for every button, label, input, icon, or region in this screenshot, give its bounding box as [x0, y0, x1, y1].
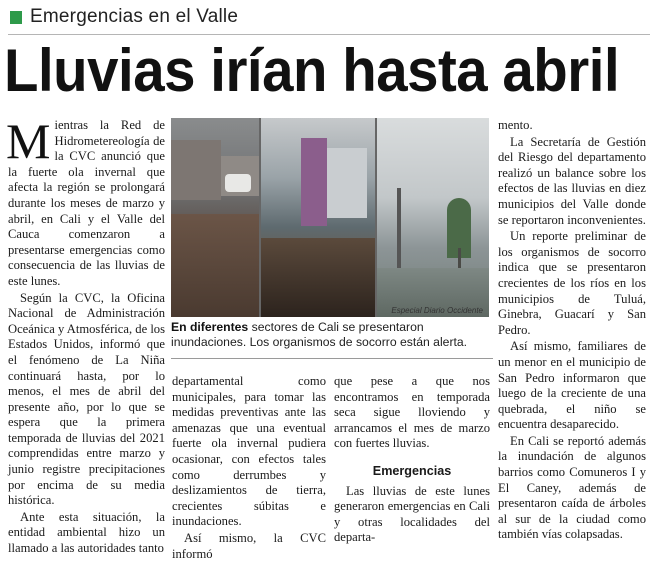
headline: Lluvias irían hasta abril — [4, 37, 620, 104]
article-paragraph: En Cali se reportó además la inundación de algunos barrios como Comuneros I y El Caney, además de presentaron caída de árboles al sur de la ciudad como también vías colapsadas. — [498, 433, 646, 542]
caption-divider — [171, 358, 493, 359]
photo-caption — [171, 320, 493, 350]
article-paragraph: mento. — [498, 118, 533, 132]
section-square-icon — [10, 11, 22, 24]
article-paragraph: Las lluvias de este lunes generaron emergencias en Cali y otras localidades del departa- — [334, 483, 490, 545]
article-column-2 — [172, 374, 326, 563]
article-paragraph: Así mismo, la CVC informó — [172, 530, 326, 561]
caption-lead: En diferentes — [171, 320, 249, 334]
section-label: Emergencias en el Valle — [30, 6, 239, 27]
article-paragraph: Según la CVC, la Oficina Nacional de Administración Oceánica y Atmosférica, de los Estados Unidos, informó que el fenómeno de La Niña continuará hasta, por lo menos, el mes de abril del presente año, por lo que se espera que la primera temporada de lluvias del 2021 comprendidas entre marzo y junio registre precipitaciones por encima de su media histórica. — [8, 290, 166, 508]
paragraph-text: ientras la Red de Hidrometereología de la CVC anunció que la fuerte ola invernal que afecta la región se prolongará durante los meses de marzo y abril, en Cali y el Valle del Cauca comenzaron a presentarse emergencias como consecuencia de las lluvias de este lunes. — [8, 118, 165, 288]
article-paragraph: Un reporte preliminar de los organismos de socorro indica que se presentaron crecientes de los ríos en los municipios de Tuluá, Ginebra, Guacarí y San Pedro. — [498, 229, 646, 337]
article-paragraph: Así mismo, familiares de un menor en el municipio de San Pedro informaron que luego de la creciente de una quebrada, el niño se encuentra desaparecido. — [498, 339, 646, 432]
article-paragraph: departamental como municipales, para tomar las medidas preventivas ante las amenazas que una eventual fuerte ola invernal pudiera ocasionar, con efectos tales como derrumbes y deslizamientos de tierra, crecientes súbitas e inundaciones. — [172, 374, 326, 529]
article-paragraph: que pese a que nos encontramos en temporada seca sigue lloviendo y arrancamos el mes de marzo con fuertes lluvias. — [334, 374, 490, 451]
photo-panel-flooded-street — [171, 118, 259, 317]
section-divider — [8, 34, 650, 35]
section-header — [8, 6, 650, 32]
article-paragraph: La Secretaría de Gestión del Riesgo del departamento realizó un balance sobre los efectos de las lluvias en diez municipios del Valle donde se reportaron inconvenientes. — [498, 134, 646, 227]
article-paragraph: Ante esta situación, la entidad ambiental hizo un llamado a las autoridades tanto — [8, 509, 165, 556]
photo-panel-windshield — [261, 118, 375, 317]
photo-panel-rainy-avenue — [377, 118, 489, 317]
dropcap: M — [6, 113, 51, 169]
news-photo — [171, 118, 489, 317]
caption-text: sectores de Cali se presentaron inundaciones. Los organismos de socorro están alerta. — [171, 320, 468, 349]
article-column-1 — [6, 113, 166, 558]
article-paragraph — [6, 113, 165, 290]
article-column-3 — [334, 374, 490, 547]
article-column-4 — [498, 118, 646, 544]
photo-credit: Especial Diario Occidente — [391, 306, 483, 315]
subheading: Emergencias — [372, 463, 452, 478]
